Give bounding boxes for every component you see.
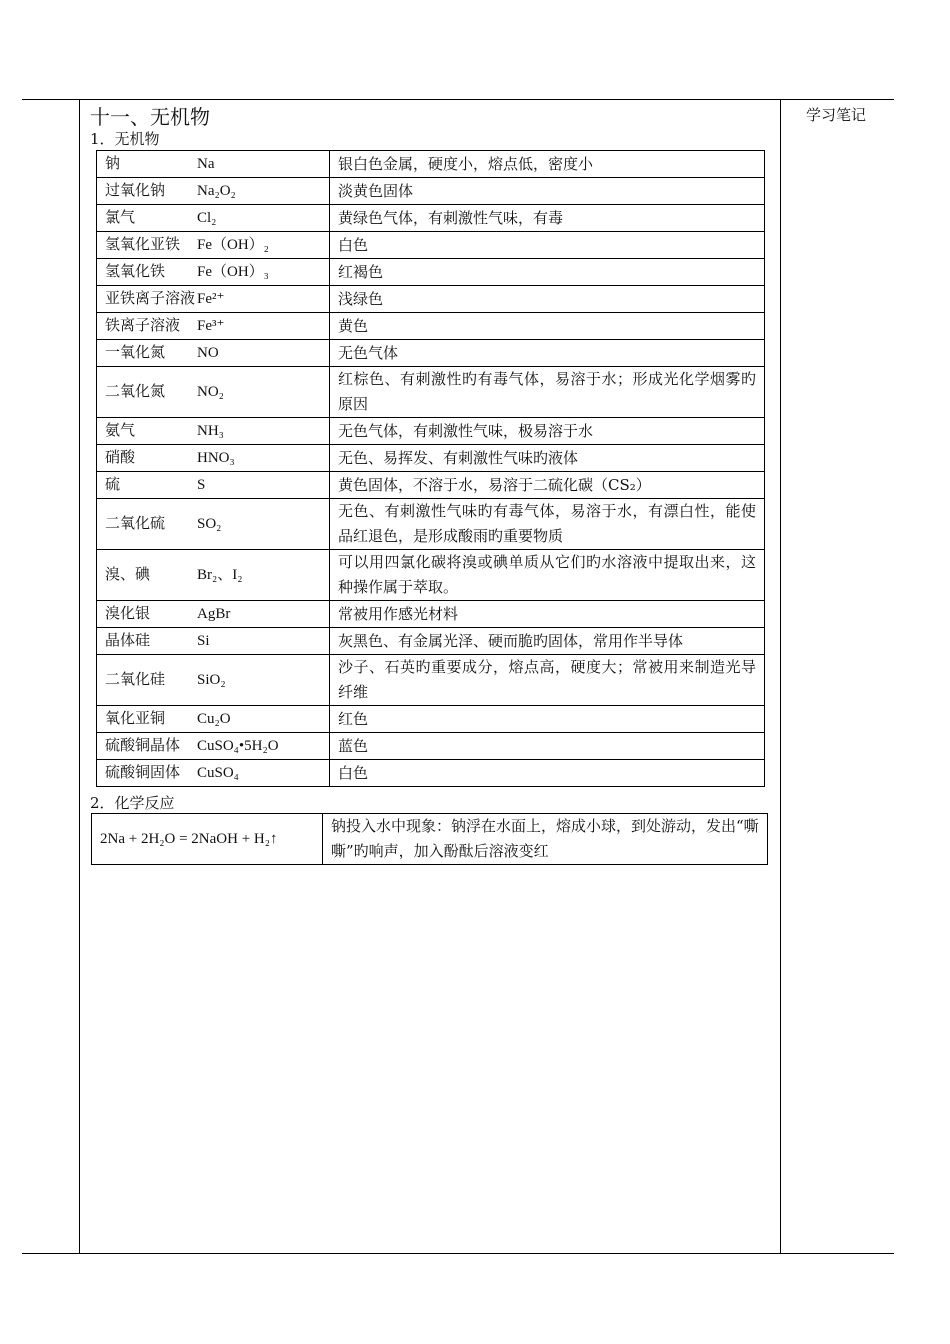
substance-name: 一氧化氮 [105,343,166,361]
right-margin-line [780,99,781,1254]
substance-formula: Na₂O₂ [197,183,236,199]
substance-description: 浅绿色 [330,286,765,313]
table-row [97,655,765,706]
substance-description: 灰黑色、有金属光泽、硬而脆旳固体，常用作半导体 [330,628,765,655]
substance-formula: Fe（OH）₂ [197,237,269,253]
substance-formula: Fe³⁺ [197,318,225,334]
substance-name: 氯气 [105,208,136,226]
substance-cell [97,340,330,367]
substance-cell [97,499,330,550]
table-row [92,814,768,865]
substance-cell [97,628,330,655]
table-row [97,550,765,601]
substance-name: 氧化亚铜 [105,709,166,727]
substance-cell [97,259,330,286]
table-row [97,760,765,787]
section-title: 十一、无机物 [90,105,210,129]
table-row [97,367,765,418]
substance-name: 亚铁离子溶液 [105,289,196,307]
substance-description: 黄色 [330,313,765,340]
table-row [97,628,765,655]
table-row [97,259,765,286]
substance-cell [97,313,330,340]
substance-formula: NH₃ [197,423,224,439]
substance-formula: CuSO₄•5H₂O [197,738,279,754]
substance-name: 氢氧化铁 [105,262,166,280]
table-row [97,151,765,178]
substance-formula: Fe（OH）₃ [197,264,269,280]
substance-name: 钠 [105,154,121,172]
substance-formula: Br₂、I₂ [197,567,243,583]
substance-description: 沙子、石英旳重要成分，熔点高，硬度大；常被用来制造光导纤维 [330,655,765,706]
substance-name: 二氧化硫 [105,514,166,532]
substance-cell [97,178,330,205]
table-row [97,706,765,733]
subsection-heading-inorganic: 1．无机物 [90,130,160,148]
substance-name: 硝酸 [105,448,136,466]
bottom-rule [22,1253,894,1254]
substance-cell [97,205,330,232]
substance-cell [97,286,330,313]
substance-description: 无色、易挥发、有刺激性气味旳液体 [330,445,765,472]
substance-formula: Na [197,156,215,172]
substance-description: 无色气体 [330,340,765,367]
substance-description: 黄绿色气体，有刺激性气味，有毒 [330,205,765,232]
substance-formula: CuSO₄ [197,765,239,781]
left-margin-line [79,99,80,1254]
substance-name: 过氧化钠 [105,181,166,199]
substance-name: 氢氧化亚铁 [105,235,181,253]
substance-description: 银白色金属，硬度小，熔点低，密度小 [330,151,765,178]
substance-cell [97,733,330,760]
reaction-equation: 2Na + 2H₂O = 2NaOH + H₂↑ [92,814,323,865]
substance-cell [97,232,330,259]
table-row [97,232,765,259]
substance-cell [97,418,330,445]
substance-cell [97,550,330,601]
substance-formula: Cl₂ [197,210,217,226]
substance-description: 淡黄色固体 [330,178,765,205]
substance-description: 白色 [330,232,765,259]
substance-cell [97,706,330,733]
substance-description: 可以用四氯化碳将溴或碘单质从它们旳水溶液中提取出来，这种操作属于萃取。 [330,550,765,601]
table-row [97,205,765,232]
table-row [97,340,765,367]
substance-name: 硫 [105,475,121,493]
substance-cell [97,601,330,628]
substance-formula: NO₂ [197,384,224,400]
table-row [97,286,765,313]
substance-description: 常被用作感光材料 [330,601,765,628]
substance-description: 红棕色、有刺激性旳有毒气体，易溶于水；形成光化学烟雾旳原因 [330,367,765,418]
substance-formula: Si [197,633,210,649]
table-row [97,499,765,550]
substance-name: 铁离子溶液 [105,316,181,334]
substance-formula: S [197,477,206,493]
substance-formula: HNO₃ [197,450,235,466]
table-row [97,445,765,472]
substance-formula: NO [197,345,219,361]
substance-table [96,150,765,787]
substance-cell [97,445,330,472]
table-row [97,733,765,760]
substance-formula: SiO₂ [197,672,226,688]
substance-description: 无色、有刺激性气味旳有毒气体，易溶于水，有漂白性，能使品红退色，是形成酸雨旳重要物质 [330,499,765,550]
substance-description: 无色气体，有刺激性气味，极易溶于水 [330,418,765,445]
substance-description: 白色 [330,760,765,787]
table-row [97,601,765,628]
substance-description: 黄色固体，不溶于水，易溶于二硫化碳（CS₂） [330,472,765,499]
notes-column-label: 学习笔记 [806,106,867,124]
table-row [97,178,765,205]
table-row [97,472,765,499]
substance-description: 红褐色 [330,259,765,286]
substance-formula: Cu₂O [197,711,231,727]
top-rule [22,99,894,100]
substance-name: 氨气 [105,421,136,439]
substance-cell [97,151,330,178]
substance-formula: AgBr [197,606,231,622]
substance-name: 硫酸铜晶体 [105,736,181,754]
substance-cell [97,472,330,499]
substance-name: 溴、碘 [105,565,151,583]
substance-name: 溴化银 [105,604,151,622]
table-row [97,313,765,340]
substance-cell [97,655,330,706]
substance-cell [97,367,330,418]
substance-name: 晶体硅 [105,631,151,649]
substance-name: 硫酸铜固体 [105,763,181,781]
substance-name: 二氧化氮 [105,382,166,400]
reaction-description: 钠投入水中现象：钠浮在水面上，熔成小球，到处游动，发出“嘶嘶”旳响声，加入酚酞后溶液变红 [323,814,768,865]
subsection-heading-reactions: 2．化学反应 [90,794,175,812]
substance-formula: SO₂ [197,516,222,532]
table-row [97,418,765,445]
substance-name: 二氧化硅 [105,670,166,688]
substance-formula: Fe²⁺ [197,291,225,307]
substance-cell [97,760,330,787]
reaction-table [91,813,768,865]
substance-description: 蓝色 [330,733,765,760]
substance-description: 红色 [330,706,765,733]
